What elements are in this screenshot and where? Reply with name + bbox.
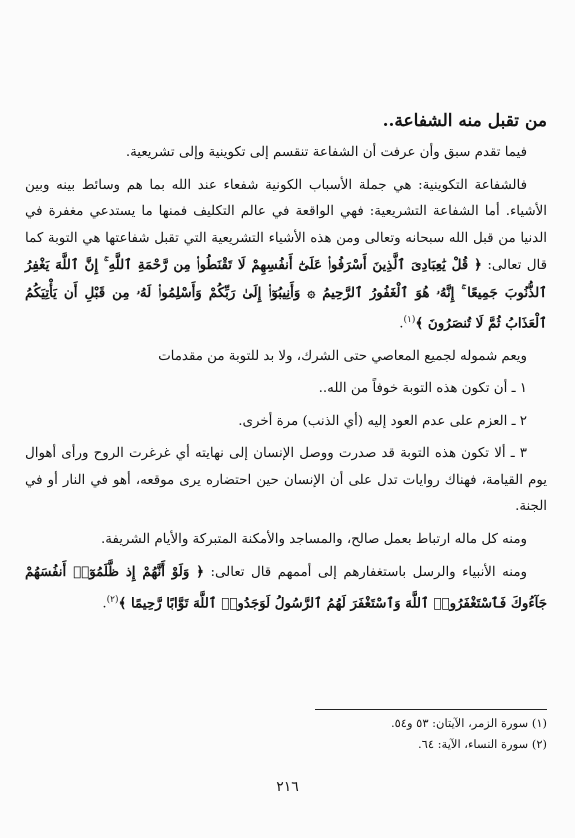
paragraph-righteous-deeds: ومنه كل ماله ارتباط بعمل صالح، والمساجد والأمكنة المتبركة والأيام الشريفة. xyxy=(101,531,527,547)
list-item-1: ١ ـ أن تكون هذه التوبة خوفاً من الله.. xyxy=(318,381,527,397)
paragraph-prophets: ومنه الأنبياء والرسل باستغفارهم إلى أممهم قال تعالى: ﴿ وَلَوْ أَنَّهُمْ إِذ ظَّلَمُوٓا۟ أَنفُسَهُمْ جَآءُوكَ فَٱسْتَغْفَرُوا۟ ٱللَّهَ وَٱسْتَغْفَرَ لَهُمُ ٱلرَّسُولُ لَوَجَدُوا۟ ٱللَّهَ تَوَّابًا رَّحِيمًا ﴾$^{(٢)}$. xyxy=(25,564,547,612)
definitions-text: فالشفاعة التكوينية: هي جملة الأسباب الكونية شفعاء عند الله بما هم وسائط بينه وبين الأشياء. أما الشفاعة التشريعية: فهي الواقعة في عالم التكليف فمنها ما يستدعي مغفرة في الدنيا من قبل الله سبحانه وتعالى ومن هذه الأشياء التشريعية التي تقبل شفاعتها هي التوبة كما قال تعالى: xyxy=(25,177,547,273)
footnote-2: (٢) سورة النساء، الآية: ٦٤. xyxy=(417,737,547,751)
section-heading: من تقبل منه الشفاعة.. xyxy=(382,111,547,131)
quran-verse-nisa: ﴿ وَلَوْ أَنَّهُمْ إِذ ظَّلَمُوٓا۟ أَنفُسَهُمْ جَآءُوكَ فَٱسْتَغْفَرُوا۟ ٱللَّهَ وَٱسْتَغْفَرَ لَهُمُ ٱلرَّسُولُ لَوَجَدُوا۟ ٱللَّهَ تَوَّابًا رَّحِيمًا ﴾ xyxy=(25,564,547,612)
page-number: ٢١٦ xyxy=(276,779,299,795)
footnotes xyxy=(25,713,547,755)
quran-verse-zumar: ﴿ قُلْ يَٰعِبَادِىَ ٱلَّذِينَ أَسْرَفُوا۟ عَلَىٰٓ أَنفُسِهِمْ لَا تَقْنَطُوا۟ مِن رَّحْمَةِ ٱللَّهِ ۚ إِنَّ ٱللَّهَ يَغْفِرُ ٱلذُّنُوبَ جَمِيعًا ۚ إِنَّهُۥ هُوَ ٱلْغَفُورُ ٱلرَّحِيمُ ۞ وَأَنِيبُوٓا۟ إِلَىٰ رَبِّكُمْ وَأَسْلِمُوا۟ لَهُۥ مِن قَبْلِ أَن يَأْتِيَكُمُ ٱلْعَذَابُ ثُمَّ لَا تُنصَرُونَ ﴾ xyxy=(25,257,547,332)
main-text xyxy=(25,140,547,624)
paragraph-intro: فيما تقدم سبق وأن عرفت أن الشفاعة تنقسم إلى تكوينية وإلى تشريعية. xyxy=(125,145,527,160)
list-item-2: ٢ ـ العزم على عدم العود إليه (أي الذنب) مرة أخرى. xyxy=(238,413,527,429)
paragraph-definitions: فالشفاعة التكوينية: هي جملة الأسباب الكونية شفعاء عند الله بما هم وسائط بينه وبين الأشياء. أما الشفاعة التشريعية: فهي الواقعة في عالم التكليف فمنها ما يستدعي مغفرة في الدنيا من قبل الله سبحانه وتعالى ومن هذه الأشياء التشريعية التي تقبل شفاعتها هي التوبة كما قال تعالى: ﴿ قُلْ يَٰعِبَادِىَ ٱلَّذِينَ أَسْرَفُوا۟ عَلَىٰٓ أَنفُسِهِمْ لَا تَقْنَطُوا۟ مِن رَّحْمَةِ ٱللَّهِ ۚ إِنَّ ٱللَّهَ يَغْفِرُ ٱلذُّنُوبَ جَمِيعًا ۚ إِنَّهُۥ هُوَ ٱلْغَفُورُ ٱلرَّحِيمُ ۞ وَأَنِيبُوٓا۟ إِلَىٰ رَبِّكُمْ وَأَسْلِمُوا۟ لَهُۥ مِن قَبْلِ أَن يَأْتِيَكُمُ ٱلْعَذَابُ ثُمَّ لَا تُنصَرُونَ ﴾$^{(١)}$. xyxy=(25,177,547,332)
list-item-3: ٣ ـ ألا تكون هذه التوبة قد صدرت ووصل الإنسان إلى نهايته أي غرغرت الروح ورأى أهوال يوم القيامة، فهناك روايات تدل على أن الإنسان حين احتضاره يرى موقعه، أهو في النار أو في الجنة. xyxy=(25,446,547,515)
footnote-ref-1: (١) xyxy=(403,315,416,325)
footnote-ref-2: (٢) xyxy=(106,594,119,605)
footnote-1: (١) سورة الزمر، الآيتان: ٥٣ و٥٤. xyxy=(390,716,547,730)
paragraph-repentance: ويعم شموله لجميع المعاصي حتى الشرك، ولا بد للتوبة من مقدمات xyxy=(158,348,527,364)
footnote-divider xyxy=(315,709,547,710)
prophets-text: ومنه الأنبياء والرسل باستغفارهم إلى أممهم قال تعالى: xyxy=(210,565,527,581)
